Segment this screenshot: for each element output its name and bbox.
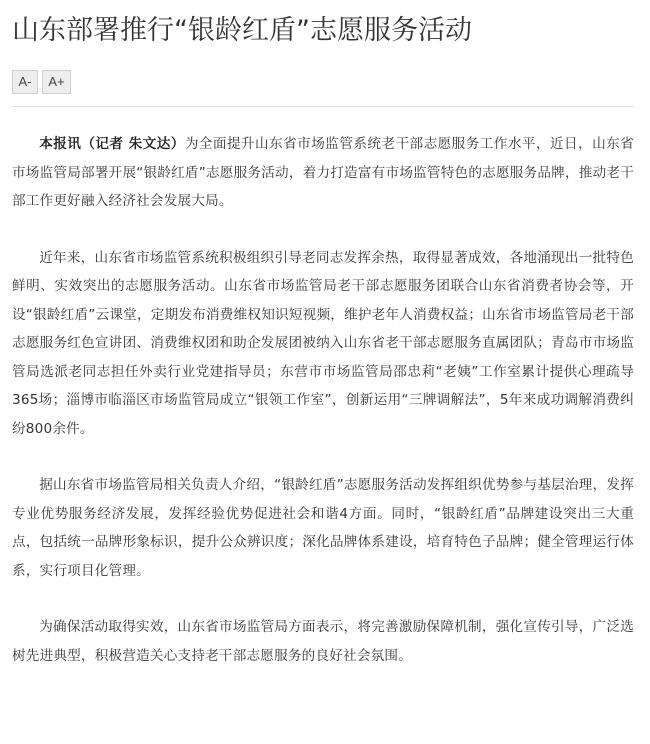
byline: 本报讯（记者 朱文达） (39, 136, 185, 152)
divider (12, 106, 634, 107)
article-body (12, 130, 634, 670)
paragraph-text: 为确保活动取得实效，山东省市场监管局方面表示，将完善激励保障机制，强化宣传引导，广泛选树先进典型，积极营造关心支持老干部志愿服务的良好社会氛围。 (12, 619, 634, 664)
article (12, 0, 634, 698)
paragraph (12, 244, 634, 444)
article-title: 山东部署推行“银龄红盾”志愿服务活动 (12, 15, 472, 46)
paragraph (12, 613, 634, 670)
font-size-toolbar (12, 70, 634, 94)
paragraph-text: 为全面提升山东省市场监管系统老干部志愿服务工作水平，近日，山东省市场监管局部署开展“银龄红盾”志愿服务活动，着力打造富有市场监管特色的志愿服务品牌，推动老干部工作更好融入经济社会发展大局。 (12, 136, 634, 209)
paragraph (12, 130, 634, 216)
decrease-font-button[interactable]: A- (12, 70, 38, 94)
paragraph-text: 近年来，山东省市场监管系统积极组织引导老同志发挥余热，取得显著成效，各地涌现出一批特色鲜明、实效突出的志愿服务活动。山东省市场监管局老干部志愿服务团联合山东省消费者协会等，开设“银龄红盾”云课堂，定期发布消费维权知识短视频，维护老年人消费权益；山东省市场监管局老干部志愿服务红色宣讲团、消费维权团和助企发展团被纳入山东省老干部志愿服务直属团队；青岛市市场监管局选派老同志担任外卖行业党建指导员；东营市市场监管局邵忠莉“老姨”工作室累计提供心理疏导365场；淄博市临淄区市场监管局成立“银领工作室”，创新运用“三牌调解法”，5年来成功调解消费纠纷800余件。 (12, 249, 634, 437)
paragraph (12, 471, 634, 585)
paragraph-text: 据山东省市场监管局相关负责人介绍，“银龄红盾”志愿服务活动发挥组织优势参与基层治理，发挥专业优势服务经济发展，发挥经验优势促进社会和谐4方面。同时，“银龄红盾”品牌建设突出三大重点，包括统一品牌形象标识，提升公众辨识度；深化品牌体系建设，培育特色子品牌；健全管理运行体系，实行项目化管理。 (12, 477, 634, 579)
increase-font-button[interactable]: A+ (42, 70, 71, 94)
